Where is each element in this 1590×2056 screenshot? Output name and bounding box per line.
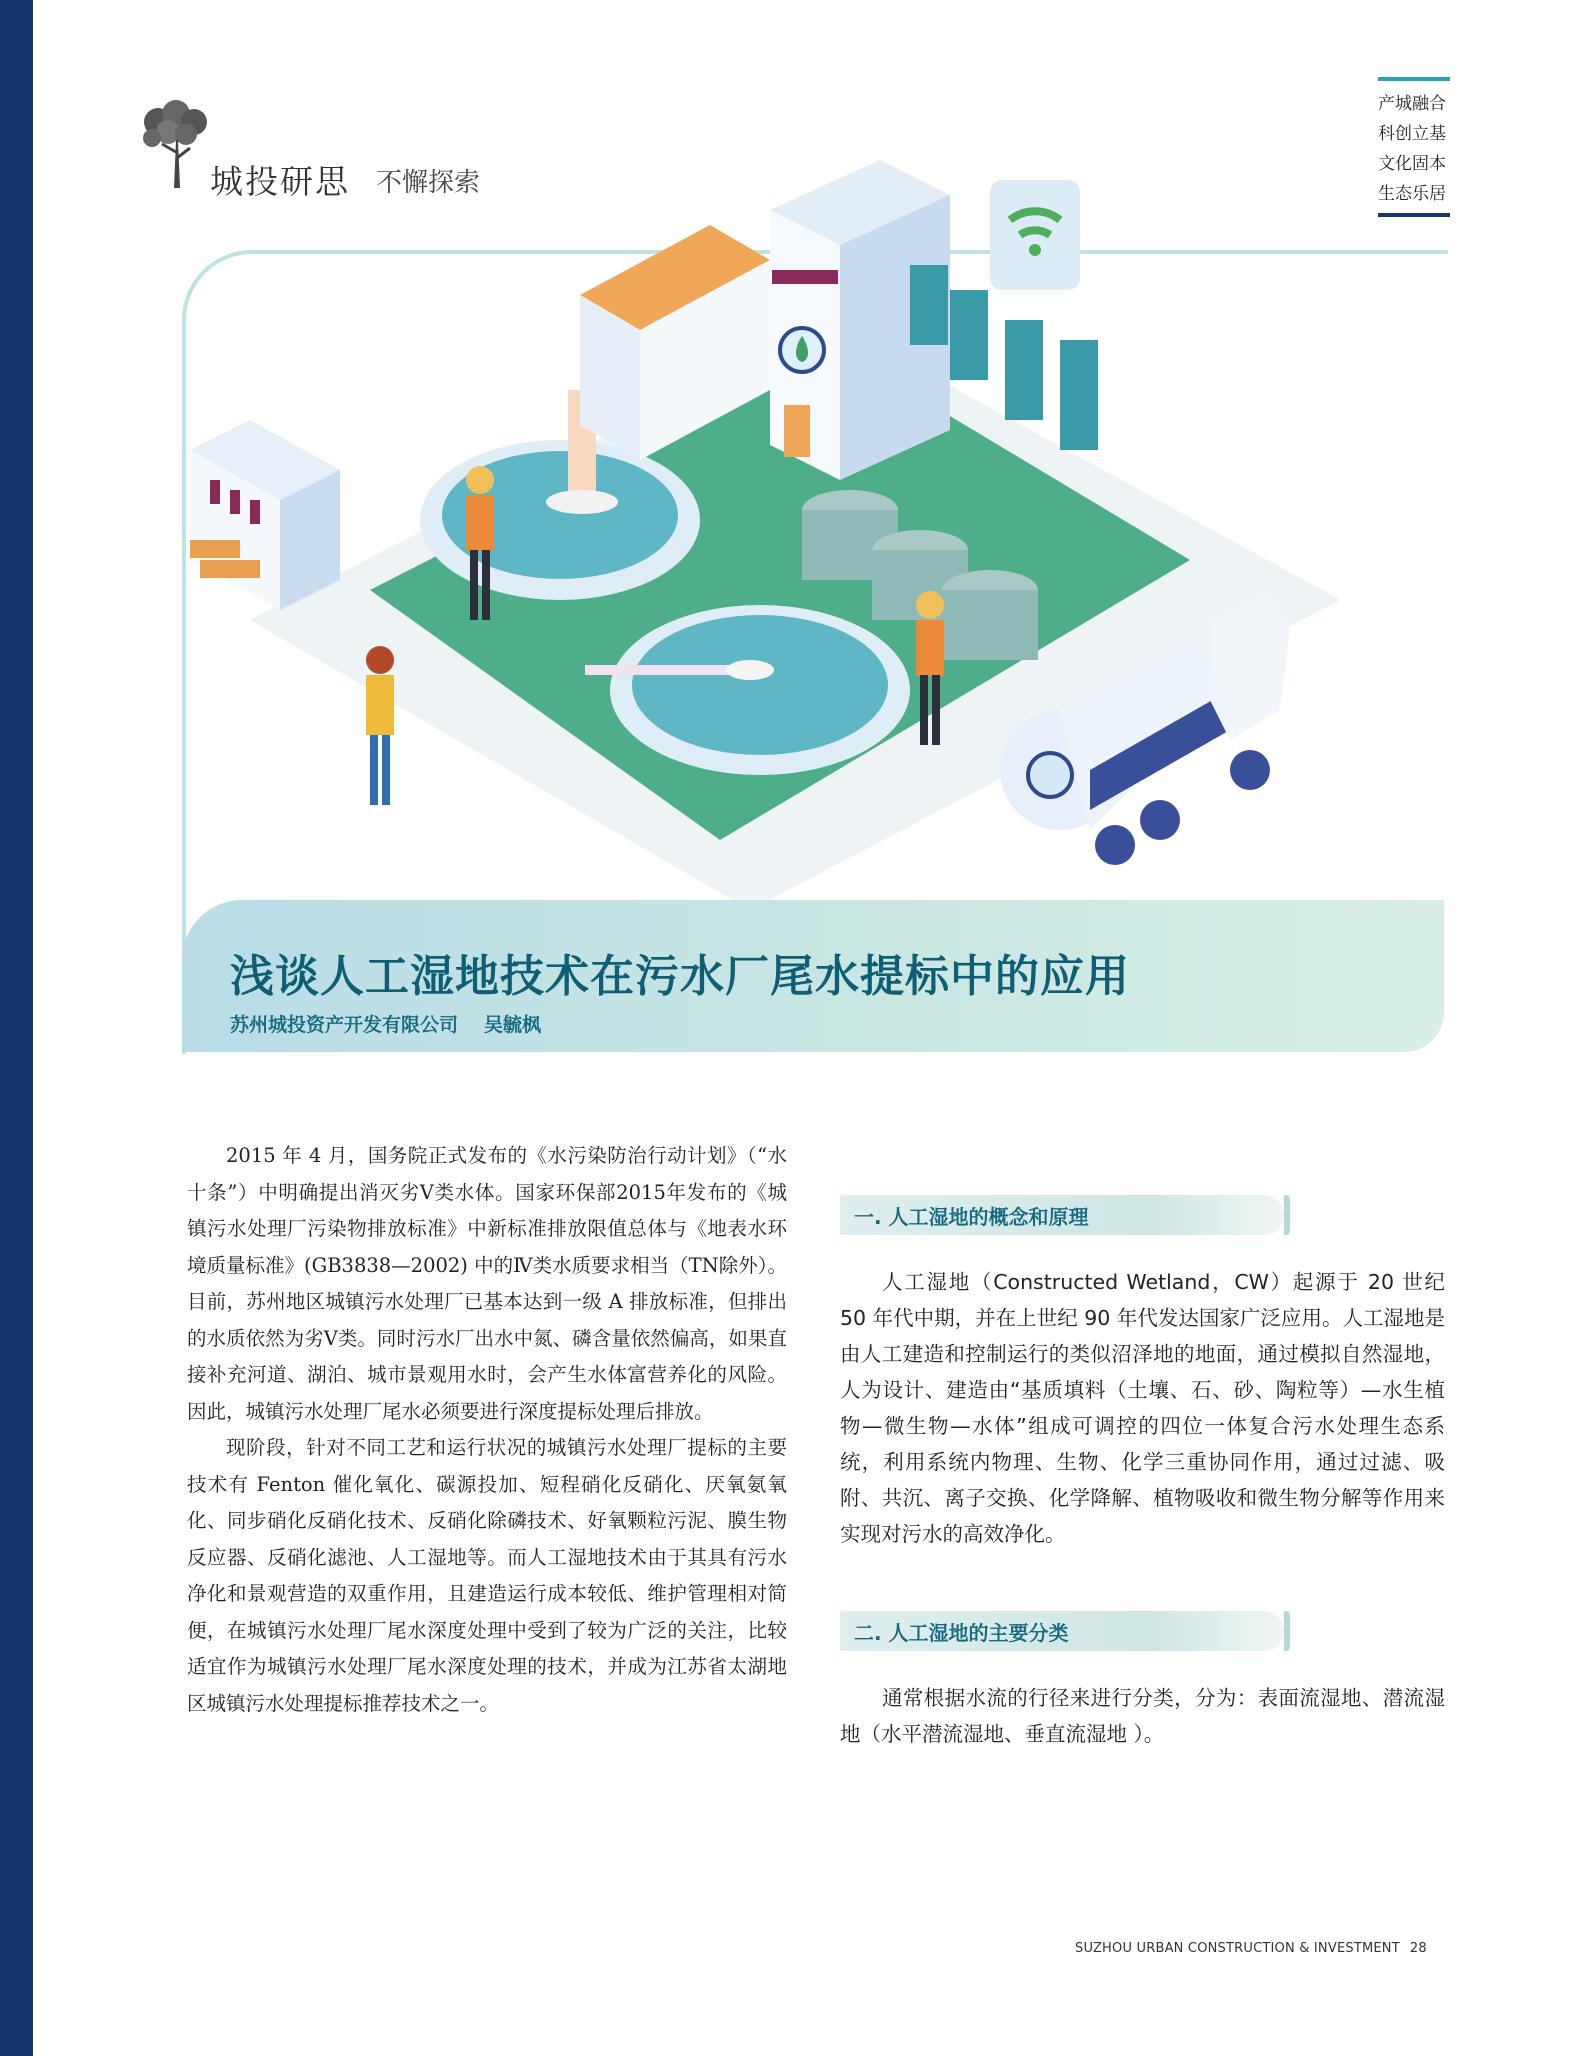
nav-item-culture[interactable]: 文化固本 bbox=[1378, 154, 1446, 174]
byline bbox=[230, 1010, 567, 1037]
paragraph-intro: 2015 年 4 月，国务院正式发布的《水污染防治行动计划》（“水十条”）中明确提出消灭劣Ⅴ类水体。国家环保部2015年发布的《城镇污水处理厂污染物排放标准》中新标准排放限值总体与《地表水环境质量标准》(GB3838—2002) 中的Ⅳ类水质要求相当（TN除外）。目前，苏州地区城镇污水处理厂已基本达到一级 A 排放标准，但排出的水质依然为劣Ⅴ类。同时污水厂出水中氮、磷含量依然偏高，如果直接补充河道、湖泊、城市景观用水时，会产生水体富营养化的风险。因此，城镇污水处理厂尾水必须要进行深度提标处理后排放。 bbox=[187, 1144, 787, 1423]
section-heading-2-text: 二. 人工湿地的主要分类 bbox=[854, 1621, 1069, 1645]
logo-title: 城投研思 bbox=[210, 162, 350, 201]
section-1-body bbox=[840, 1264, 1445, 1552]
page-footer bbox=[1075, 1941, 1427, 1956]
author-company: 苏州城投资产开发有限公司 bbox=[230, 1014, 459, 1036]
publication-name: SUZHOU URBAN CONSTRUCTION & INVESTMENT bbox=[1075, 1941, 1400, 1956]
logo-subtitle: 不懈探索 bbox=[376, 168, 481, 198]
section-heading-2-edge bbox=[1284, 1611, 1290, 1651]
section-1-paragraph: 人工湿地（Constructed Wetland，CW）起源于 20 世纪 50 年代中期，并在上世纪 90 年代发达国家广泛应用。人工湿地是由人工建造和控制运行的类似沼泽地的地面，通过模拟自然湿地，人为设计、建造由“基质填料（土壤、石、砂、陶粒等）—水生植物—微生物—水体”组成可调控的四位一体复合污水处理生态系统，利用系统内物理、生物、化学三重协同作用，通过过滤、吸附、共沉、离子交换、化学降解、植物吸收和微生物分解等作用来实现对污水的高效净化。 bbox=[840, 1270, 1445, 1546]
paragraph-technologies: 现阶段，针对不同工艺和运行状况的城镇污水处理厂提标的主要技术有 Fenton 催化氧化、碳源投加、短程硝化反硝化、厌氧氨氧化、同步硝化反硝化技术、反硝化除磷技术、好氧颗粒污泥、膜生物反应器、反硝化滤池、人工湿地等。而人工湿地技术由于其具有污水净化和景观营造的双重作用，且建造运行成本较低、维护管理相对简便，在城镇污水处理厂尾水深度处理中受到了较为广泛的关注，比较适宜作为城镇污水处理厂尾水深度处理的技术，并成为江苏省太湖地区城镇污水处理提标推荐技术之一。 bbox=[187, 1436, 787, 1715]
nav-item-industry-city[interactable]: 产城融合 bbox=[1378, 94, 1446, 114]
author-name: 吴毓枫 bbox=[484, 1014, 542, 1036]
section-heading-2 bbox=[840, 1611, 1284, 1651]
article-title: 浅谈人工湿地技术在污水厂尾水提标中的应用 bbox=[230, 951, 1130, 1002]
section-heading-1-text: 一. 人工湿地的概念和原理 bbox=[854, 1205, 1089, 1229]
section-heading-1 bbox=[840, 1195, 1284, 1235]
section-2-body bbox=[840, 1680, 1445, 1752]
page-spine-bar bbox=[0, 0, 33, 2056]
section-2-paragraph: 通常根据水流的行径来进行分类，分为：表面流湿地、潜流湿地（水平潜流湿地、垂直流湿地 ）。 bbox=[840, 1686, 1445, 1746]
wastewater-plant-illustration bbox=[190, 150, 1420, 920]
section-heading-1-edge bbox=[1284, 1195, 1290, 1235]
page-number: 28 bbox=[1409, 1941, 1427, 1956]
left-column bbox=[187, 1138, 787, 1722]
nav-item-innovation[interactable]: 科创立基 bbox=[1378, 124, 1446, 144]
nav-item-ecology[interactable]: 生态乐居 bbox=[1378, 184, 1446, 204]
